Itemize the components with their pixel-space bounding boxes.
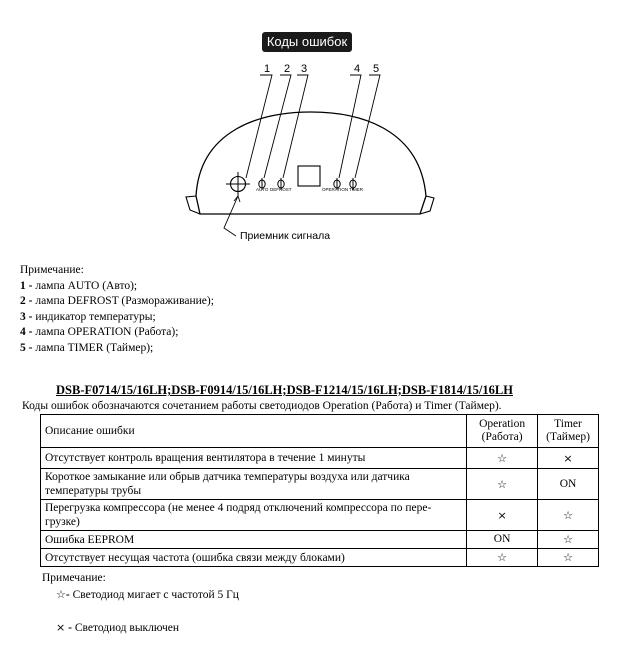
display-panel-outline <box>196 112 426 214</box>
header-operation: Operation (Работа) <box>467 415 538 448</box>
panel-label-defrost: DEFROST <box>270 187 292 192</box>
legend-item-blinking: ☆- Светодиод мигает с частотой 5 Гц <box>56 588 239 601</box>
callout-number-5: 5 <box>373 63 380 75</box>
row-operation-state: × <box>467 500 538 531</box>
indoor-unit-display-diagram <box>0 0 622 260</box>
row-operation-state: ☆ <box>467 469 538 500</box>
legend-item-off: × - Светодиод выключен <box>56 621 180 634</box>
callout-number-4: 4 <box>354 63 361 75</box>
row-description: Перегрузка компрессора (не менее 4 подряд отключений компрессора по пере-грузке) <box>41 500 467 531</box>
temperature-indicator-box <box>298 166 320 186</box>
callout-number-3: 3 <box>301 63 308 75</box>
header-timer: Timer (Таймер) <box>538 415 599 448</box>
note-item-4: 4 - лампа OPERATION (Работа); <box>20 326 179 339</box>
callout-leaders <box>246 75 380 178</box>
notes-heading: Примечание: <box>20 264 84 276</box>
panel-label-operation: OPERATION <box>322 187 349 192</box>
panel-label-auto: AUTO <box>256 187 269 192</box>
table-row <box>41 549 599 567</box>
row-timer-state: ☆ <box>538 500 599 531</box>
row-operation-state: ☆ <box>467 448 538 469</box>
row-description: Ошибка EEPROM <box>41 531 467 549</box>
row-timer-state: ☆ <box>538 549 599 567</box>
row-description: Отсутствует несущая частота (ошибка связи между блоками) <box>41 549 467 567</box>
table-header-row <box>41 415 599 448</box>
callout-number-1: 1 <box>264 63 271 75</box>
legend-section <box>42 572 239 634</box>
header-description: Описание ошибки <box>41 415 467 448</box>
row-operation-state: ON <box>467 531 538 549</box>
table-row <box>41 448 599 469</box>
row-timer-state: × <box>538 448 599 469</box>
table-row <box>41 531 599 549</box>
note-item-1: 1 - лампа AUTO (Авто); <box>20 279 138 292</box>
table-row <box>41 469 599 500</box>
star-icon: ☆ <box>56 588 66 601</box>
panel-right-tab <box>420 196 434 214</box>
row-description: Короткое замыкание или обрыв датчика температуры воздуха или датчика температуры трубы <box>41 469 467 500</box>
table-row <box>41 500 599 531</box>
signal-receiver-label: Приемник сигнала <box>240 230 331 242</box>
model-list-title: DSB-F0714/15/16LH;DSB-F0914/15/16LH;DSB-F1214/15/16LH;DSB-F1814/15/16LH <box>56 383 513 397</box>
note-item-3: 3 - индикатор температуры; <box>20 310 156 323</box>
row-operation-state: ☆ <box>467 549 538 567</box>
panel-label-timer: TIMER <box>349 187 363 192</box>
row-timer-state: ☆ <box>538 531 599 549</box>
cross-icon: × <box>56 621 66 634</box>
row-description: Отсутствует контроль вращения вентилятора в течение 1 минуты <box>41 448 467 469</box>
legend-heading: Примечание: <box>42 572 106 584</box>
notes-section <box>20 263 214 357</box>
error-codes-table <box>40 414 599 567</box>
callout-number-2: 2 <box>284 63 291 75</box>
row-timer-state: ON <box>538 469 599 500</box>
note-item-5: 5 - лампа TIMER (Таймер); <box>20 341 154 354</box>
page-title: Коды ошибок <box>262 32 352 52</box>
error-codes-intro: Коды ошибок обозначаются сочетанием работы светодиодов Operation (Работа) и Timer (Таймер). <box>22 400 502 412</box>
signal-receiver-arrow <box>224 196 240 236</box>
note-item-2: 2 - лампа DEFROST (Размораживание); <box>20 295 214 308</box>
